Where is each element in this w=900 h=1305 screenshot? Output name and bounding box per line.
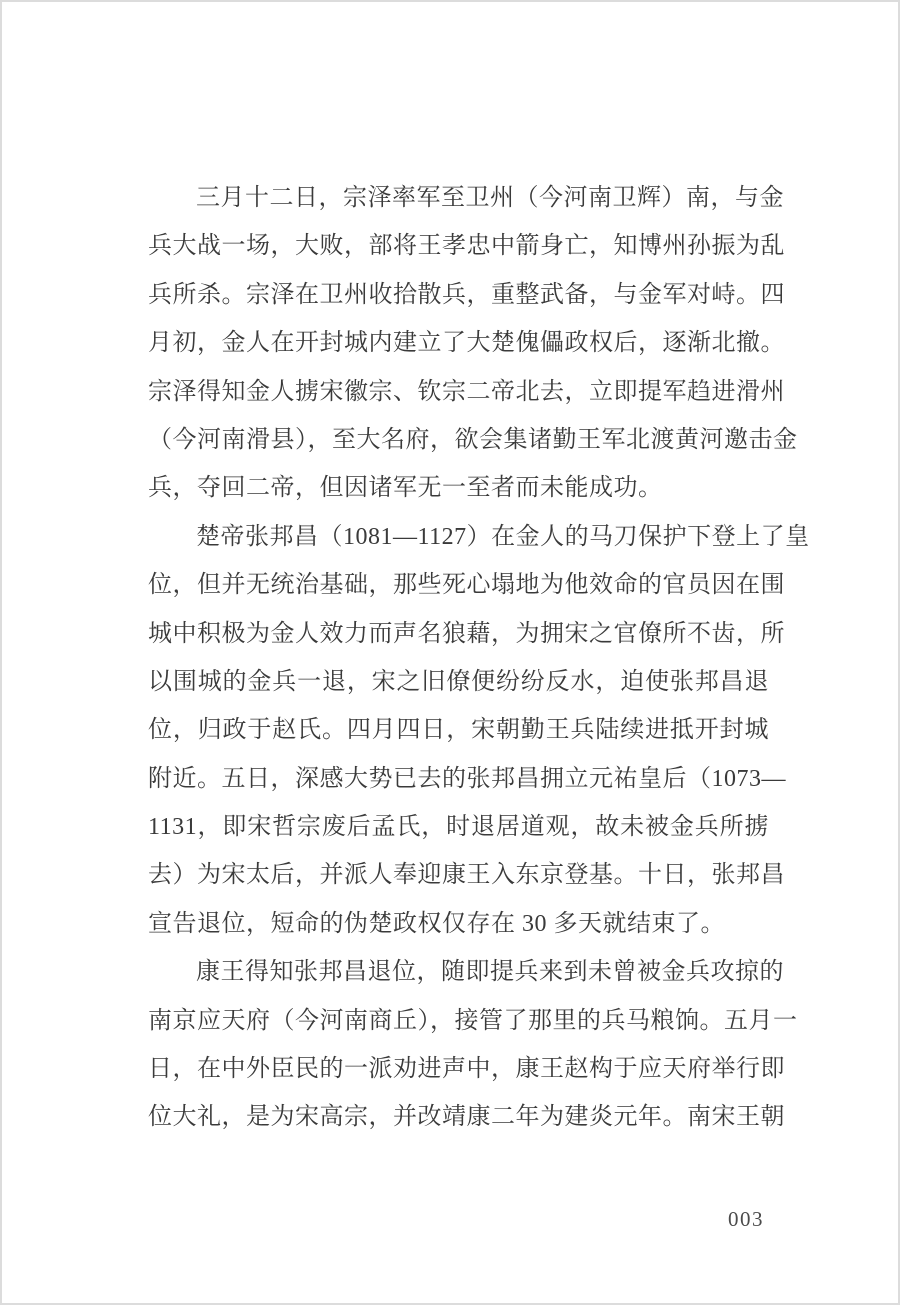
page-number: 003 — [728, 1207, 764, 1231]
text-line: 南京应天府（今河南商丘），接管了那里的兵马粮饷。五月一 — [148, 1007, 798, 1034]
text-line: 以围城的金兵一退，宋之旧僚便纷纷反水，迫使张邦昌退 — [148, 668, 769, 695]
paragraph-1 — [148, 174, 798, 513]
text-line: 附近。五日，深感大势已去的张邦昌拥立元祐皇后（1073— — [148, 765, 786, 792]
text-line: 位，归政于赵氏。四月四日，宋朝勤王兵陆续进抵开封城 — [148, 717, 769, 744]
text-line: 三月十二日，宗泽率军至卫州（今河南卫辉）南，与金 — [196, 185, 784, 211]
text-line: 兵所杀。宗泽在卫州收拾散兵，重整武备，与金军对峙。四 — [148, 281, 785, 308]
paragraph-3 — [148, 948, 798, 1142]
text-line: 康王得知张邦昌退位，随即提兵来到未曾被金兵攻掠的 — [196, 959, 784, 986]
text-line: 位，但并无统治基础，那些死心塌地为他效命的官员因在围 — [148, 572, 785, 599]
text-line: 月初，金人在开封城内建立了大楚傀儡政权后，逐渐北撤。 — [148, 330, 785, 357]
text-line: 楚帝张邦昌（1081—1127）在金人的马刀保护下登上了皇 — [196, 523, 810, 550]
text-line: 位大礼，是为宋高宗，并改靖康二年为建炎元年。南宋王朝 — [148, 1104, 785, 1131]
text-line: （今河南滑县），至大名府，欲会集诸勤王军北渡黄河邀击金 — [148, 426, 798, 453]
text-line: 兵，夺回二帝，但因诸军无一至者而未能成功。 — [148, 475, 663, 502]
text-line: 兵大战一场，大败，部将王孝忠中箭身亡，知博州孙振为乱 — [148, 233, 785, 260]
text-line: 宗泽得知金人掳宋徽宗、钦宗二帝北去，立即提军趋进滑州 — [148, 378, 785, 405]
text-block — [148, 174, 810, 1142]
text-line: 宣告退位，短命的伪楚政权仅存在 30 多天就结束了。 — [148, 910, 725, 937]
text-line: 1131，即宋哲宗废后孟氏，时退居道观，故未被金兵所掳 — [148, 814, 769, 841]
paragraph-2 — [148, 513, 810, 949]
text-line: 城中积极为金人效力而声名狼藉，为拥宋之官僚所不齿，所 — [148, 620, 785, 647]
text-line: 日，在中外臣民的一派劝进声中，康王赵构于应天府举行即 — [148, 1056, 785, 1083]
text-line: 去）为宋太后，并派人奉迎康王入东京登基。十日，张邦昌 — [148, 862, 785, 889]
